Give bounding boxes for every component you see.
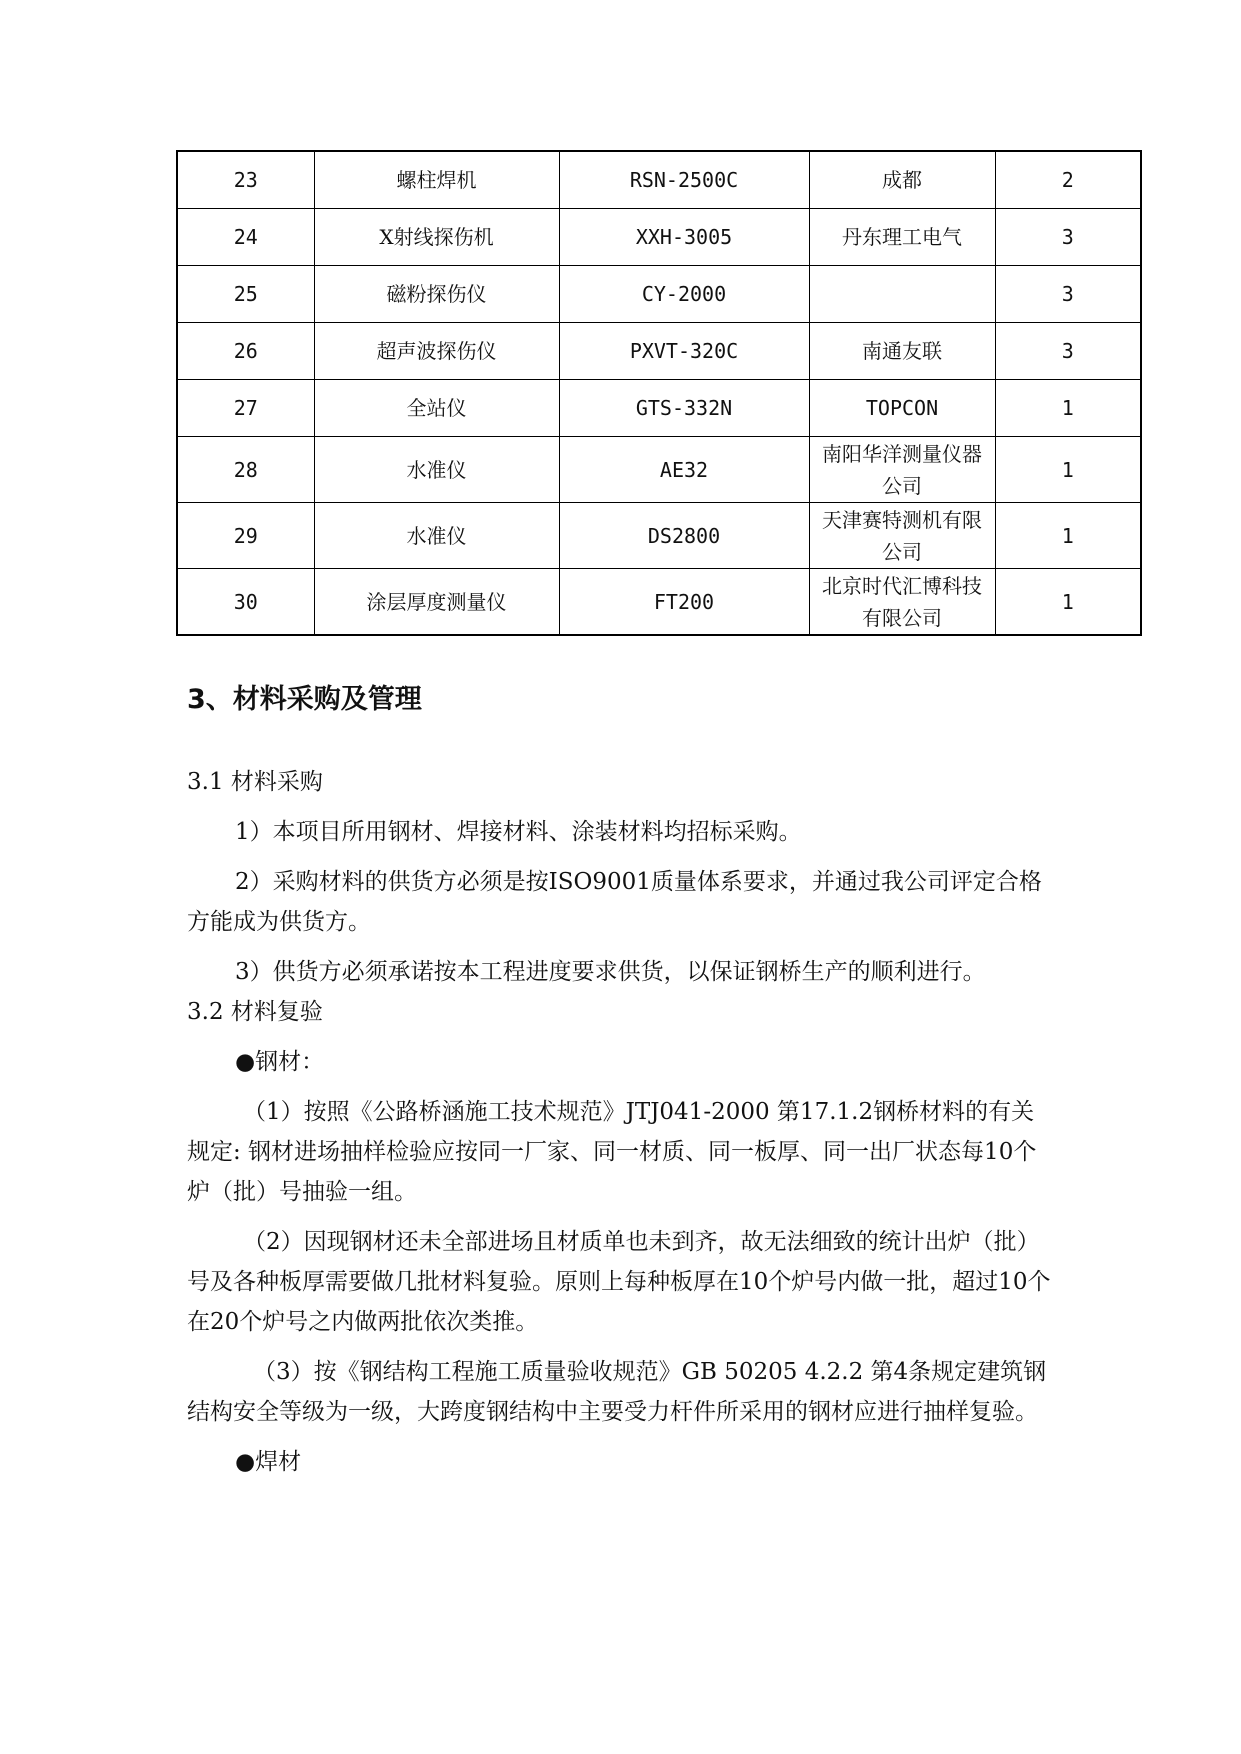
paragraph: 1）本项目所用钢材、焊接材料、涂装材料均招标采购。: [235, 819, 802, 845]
cell-qty: 1: [995, 503, 1141, 569]
table-row: [177, 323, 1141, 380]
cell-name: 超声波探伤仪: [314, 323, 559, 380]
table-row: [177, 503, 1141, 569]
table-row: [177, 569, 1141, 636]
cell-qty: 3: [995, 323, 1141, 380]
cell-maker: 南通友联: [809, 323, 995, 380]
cell-name: 水准仪: [314, 437, 559, 503]
cell-qty: 1: [995, 569, 1141, 636]
cell-name: 螺柱焊机: [314, 151, 559, 209]
paragraph: （3）按《钢结构工程施工质量验收规范》GB 50205 4.2.2 第4条规定建筑钢结构安全等级为一级，大跨度钢结构中主要受力杆件所采用的钢材应进行抽样复验。: [187, 1359, 1047, 1425]
cell-model: PXVT-320C: [559, 323, 809, 380]
cell-model: CY-2000: [559, 266, 809, 323]
cell-model: AE32: [559, 437, 809, 503]
cell-no: 28: [177, 437, 314, 503]
cell-maker: 成都: [809, 151, 995, 209]
paragraph: 2）采购材料的供货方必须是按ISO9001质量体系要求，并通过我公司评定合格方能成为供货方。: [187, 869, 1042, 935]
cell-model: GTS-332N: [559, 380, 809, 437]
cell-name: 磁粉探伤仪: [314, 266, 559, 323]
cell-maker: 南阳华洋测量仪器公司: [809, 437, 995, 503]
cell-no: 26: [177, 323, 314, 380]
cell-no: 30: [177, 569, 314, 636]
cell-maker: TOPCON: [809, 380, 995, 437]
cell-maker: 丹东理工电气: [809, 209, 995, 266]
bullet-heading: ●钢材：: [235, 1049, 325, 1075]
cell-no: 29: [177, 503, 314, 569]
cell-model: XXH-3005: [559, 209, 809, 266]
cell-maker: 北京时代汇博科技有限公司: [809, 569, 995, 636]
cell-model: RSN-2500C: [559, 151, 809, 209]
table-row: [177, 266, 1141, 323]
equipment-table: [176, 150, 1142, 636]
paragraph: 3）供货方必须承诺按本工程进度要求供货，以保证钢桥生产的顺利进行。: [235, 959, 986, 985]
table-row: [177, 209, 1141, 266]
subsection-heading: 3.1 材料采购: [187, 769, 323, 795]
cell-name: 水准仪: [314, 503, 559, 569]
cell-qty: 2: [995, 151, 1141, 209]
cell-maker: 天津赛特测机有限公司: [809, 503, 995, 569]
cell-maker: [809, 266, 995, 323]
bullet-heading: ●焊材: [235, 1449, 302, 1475]
cell-qty: 1: [995, 437, 1141, 503]
paragraph: （1）按照《公路桥涵施工技术规范》JTJ041-2000 第17.1.2钢桥材料的有关规定: 钢材进场抽样检验应按同一厂家、同一材质、同一板厚、同一出厂状态每10个炉（批）号抽验一组。: [187, 1099, 1037, 1205]
cell-qty: 3: [995, 209, 1141, 266]
cell-no: 23: [177, 151, 314, 209]
table-row: [177, 151, 1141, 209]
cell-no: 25: [177, 266, 314, 323]
table-row: [177, 380, 1141, 437]
cell-no: 27: [177, 380, 314, 437]
cell-name: 涂层厚度测量仪: [314, 569, 559, 636]
section-title: 3、材料采购及管理: [187, 684, 422, 715]
section-body: [187, 762, 1057, 1482]
cell-qty: 3: [995, 266, 1141, 323]
subsection-heading: 3.2 材料复验: [187, 999, 323, 1025]
cell-model: FT200: [559, 569, 809, 636]
paragraph: （2）因现钢材还未全部进场且材质单也未到齐，故无法细致的统计出炉（批）号及各种板厚需要做几批材料复验。原则上每种板厚在10个炉号内做一批，超过10个在20个炉号之内做两批依次类推。: [187, 1229, 1051, 1335]
cell-name: 全站仪: [314, 380, 559, 437]
cell-no: 24: [177, 209, 314, 266]
table-row: [177, 437, 1141, 503]
cell-qty: 1: [995, 380, 1141, 437]
cell-name: X射线探伤机: [314, 209, 559, 266]
cell-model: DS2800: [559, 503, 809, 569]
